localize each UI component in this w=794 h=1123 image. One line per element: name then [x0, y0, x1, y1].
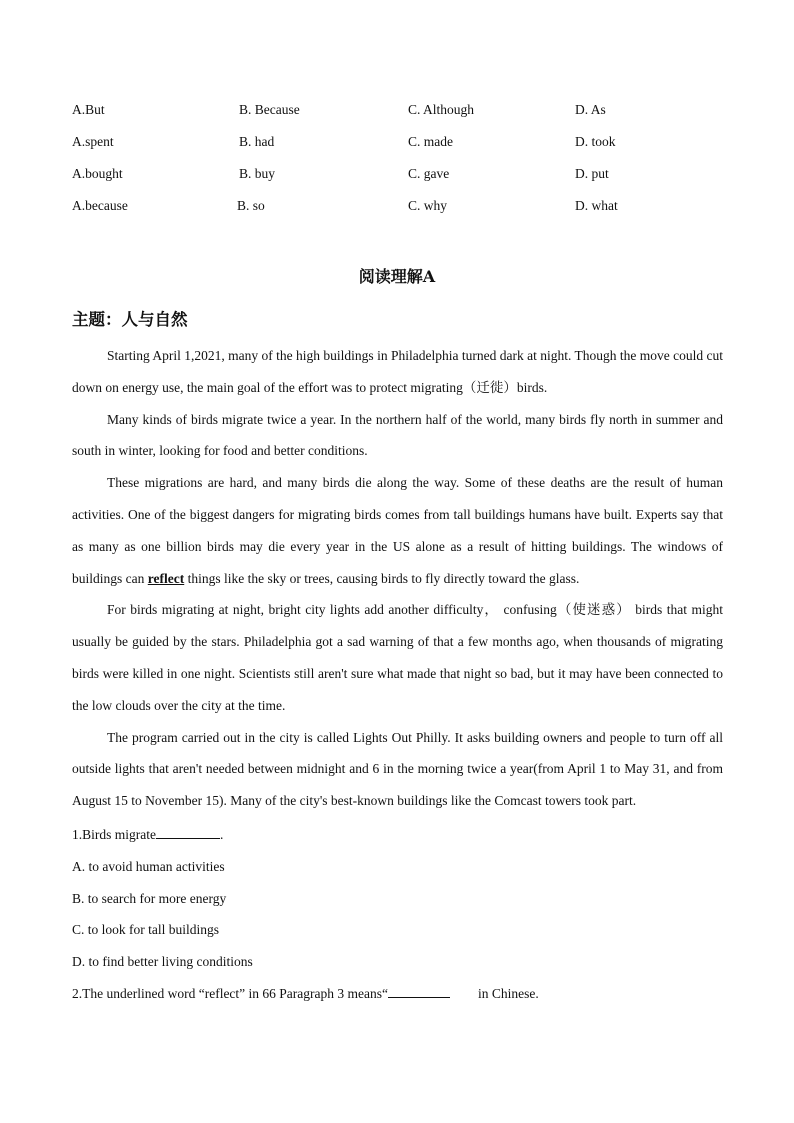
- question-1-stem: [72, 819, 723, 851]
- option-c: C. gave: [408, 166, 450, 181]
- answer-blank: [388, 983, 450, 998]
- question-2-stem: [72, 978, 723, 1010]
- question-1-option-b: B. to search for more energy: [72, 890, 227, 906]
- option-b: B. so: [237, 198, 265, 213]
- option-d: D. put: [575, 166, 609, 181]
- paragraph-3-text-after: things like the sky or trees, causing birds to fly directly toward the glass.: [184, 570, 580, 586]
- question-1-option-d: D. to find better living conditions: [72, 954, 253, 970]
- option-d: D. As: [575, 102, 606, 117]
- option-d: D. what: [575, 198, 618, 213]
- paragraph-2: Many kinds of birds migrate twice a year. In the northern half of the world, many birds fly north in summer and south in winter, looking for food and better conditions.: [72, 411, 723, 459]
- paragraph-5: The program carried out in the city is called Lights Out Philly. It asks building owners and people to turn off all outside lights that aren't needed between midnight and 6 in the morning twice a year(from April 1 to May 31, and from August 15 to November 15). Many of the city's best-known buildings like the Comcast towers took part.: [72, 729, 723, 809]
- option-row-7: [72, 102, 732, 122]
- paragraph-3-text-before: These migrations are hard, and many birds die along the way. Some of these deaths are the result of human activities. One of the biggest dangers for migrating birds comes from tall buildings humans have built. Experts say that as many as one billion birds may die every year in the US alone as a result of hitting buildings. The windows of buildings can: [72, 475, 723, 586]
- underlined-word: reflect: [147, 570, 185, 586]
- question-1-end: .: [220, 827, 224, 842]
- option-b: B. buy: [239, 166, 276, 181]
- question-1-option-c: C. to look for tall buildings: [72, 922, 219, 938]
- option-row-10: [72, 198, 732, 218]
- option-a: A.bought: [72, 166, 123, 181]
- option-a: A.spent: [72, 134, 114, 149]
- paragraph-4: For birds migrating at night, bright city lights add another difficulty， confusing（使迷惑） birds that might usually be guided by the stars. Philadelphia got a sad warning of that a few months ago, when thousands of migrating birds were killed in one night. Scientists still aren't sure what made that night so bad, but it may have been connected to the low clouds over the city at the time.: [72, 602, 723, 713]
- theme-heading: 主题：人与自然: [72, 310, 188, 329]
- option-c: C. why: [408, 198, 448, 213]
- option-a: A.But: [72, 102, 105, 117]
- reading-passage: [72, 340, 723, 817]
- option-row-8: [72, 134, 732, 154]
- option-a: A.because: [72, 198, 128, 213]
- option-row-9: [72, 166, 732, 186]
- question-2-text: 2.The underlined word “reflect” in 66 Paragraph 3 means“: [72, 985, 388, 1001]
- section-title: 阅读理解A: [358, 267, 436, 286]
- paragraph-1: Starting April 1,2021, many of the high buildings in Philadelphia turned dark at night. Though the move could cut down on energy use, the main goal of the effort was to protect migrating（迁徙）birds.: [72, 348, 723, 395]
- option-c: C. made: [408, 134, 453, 149]
- option-d: D. took: [575, 134, 616, 149]
- option-c: C. Although: [408, 102, 475, 117]
- option-b: B. Because: [239, 102, 300, 117]
- paragraph-3: [72, 467, 723, 594]
- question-2-end: in Chinese.: [478, 985, 539, 1001]
- answer-blank: [156, 824, 220, 839]
- questions: [72, 819, 723, 1010]
- question-1-option-a: A. to avoid human activities: [72, 858, 225, 874]
- option-b: B. had: [239, 134, 275, 149]
- question-1-text: 1.Birds migrate: [72, 827, 156, 842]
